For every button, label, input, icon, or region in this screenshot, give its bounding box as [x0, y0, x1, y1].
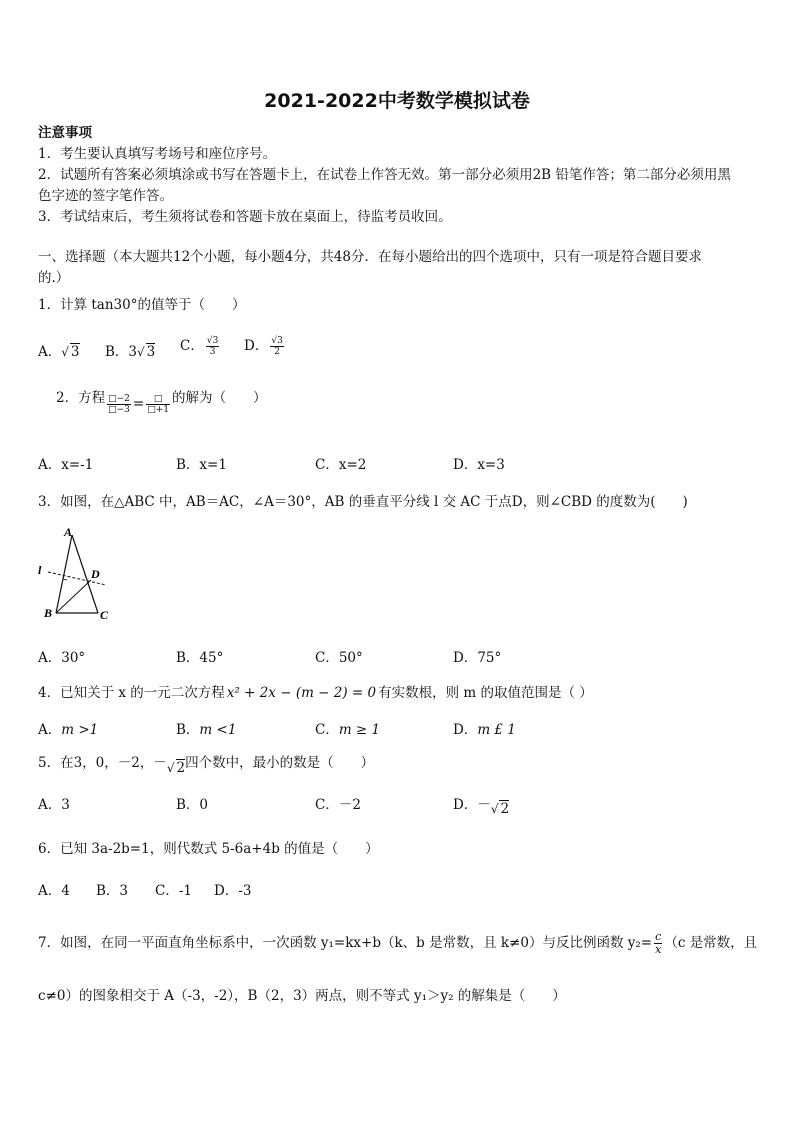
q2-option-c: C．x=2 — [315, 457, 367, 473]
q1-option-c-den: 3 — [209, 347, 216, 357]
q7-frac-den: x — [655, 943, 662, 956]
q3-option-c: C．50° — [315, 650, 363, 666]
q1-option-c-label: C． — [180, 338, 204, 354]
q3-option-b: B．45° — [176, 650, 224, 666]
q3-option-a: A．30° — [38, 650, 86, 666]
q5-suffix: 四个数中，最小的数是（ ） — [185, 755, 375, 771]
label-c: C — [100, 608, 109, 622]
question-5-stem: 5．在3，0，－2，－√ 2四个数中，最小的数是（ ） — [38, 755, 375, 776]
q2-right-den: □+1 — [147, 405, 169, 415]
q6-option-d: D．-3 — [214, 883, 252, 899]
q2-prefix: 2．方程 — [56, 390, 106, 406]
question-3-stem: 3．如图，在△ABC 中，AB＝AC，∠A＝30°，AB 的垂直平分线 l 交 AC 于点D，则∠CBD 的度数为( ) — [38, 494, 688, 510]
q2-left-den: □−3 — [108, 405, 130, 415]
q1-option-a: A．√ 3 — [38, 344, 80, 360]
notice-item-2-cont: 色字迹的签字笔作答。 — [38, 188, 173, 204]
q1-option-b-radicand: 3 — [146, 344, 156, 360]
q5-option-c: C．－2 — [315, 797, 361, 813]
q4-option-b-label: B． — [176, 722, 200, 738]
q4-equation: x² + 2x − (m − 2) = 0 — [226, 685, 377, 701]
q2-right-num: □ — [146, 394, 170, 405]
q1-option-c — [180, 334, 221, 357]
q1-option-d-num: √3 — [271, 336, 283, 346]
q2-equals: = — [132, 396, 145, 412]
q5-radicand: 2 — [176, 760, 186, 776]
question-7-stem-cont: c≠0）的图象相交于 A（-3，-2），B（2，3）两点，则不等式 y₁＞y₂ 的解集是（ ） — [38, 988, 566, 1004]
q1-option-b: B．3√ 3 — [105, 344, 156, 360]
section-heading-cont: 的.） — [38, 270, 70, 286]
label-l: l — [38, 563, 42, 577]
q1-option-b-label: B．3 — [105, 344, 138, 360]
notice-item-1: 1．考生要认真填写考场号和座位序号。 — [38, 146, 277, 162]
q4-option-c-label: C． — [315, 722, 339, 738]
q1-option-c-num: √3 — [206, 336, 219, 346]
question-4-stem — [38, 681, 593, 701]
q1-option-d-den: 2 — [274, 347, 280, 357]
question-7-stem — [38, 931, 757, 956]
q4-suffix: 有实数根，则 m 的取值范围是（ ） — [378, 685, 593, 701]
q2-option-a: A．x=-1 — [38, 457, 94, 473]
q7-frac-num: c — [655, 930, 662, 943]
q4-prefix: 4．已知关于 x 的一元二次方程 — [38, 685, 225, 701]
q4-option-c — [315, 718, 380, 738]
page-title: 2021-2022中考数学模拟试卷 — [264, 90, 530, 112]
label-d: D — [91, 567, 100, 581]
q6-option-a: A．4 — [38, 883, 70, 899]
question-6-stem: 6．已知 3a-2b=1，则代数式 5-6a+4b 的值是（ ） — [38, 841, 379, 857]
q5-option-d-label: D．－ — [453, 797, 491, 813]
q5-option-a: A．3 — [38, 797, 70, 813]
question-1-stem: 1．计算 tan30°的值等于（ ） — [38, 297, 246, 313]
q7-line1-part1: 7．如图，在同一平面直角坐标系中，一次函数 y₁=kx+b（k、b 是常数，且 k≠0）与反比例函数 y₂= — [38, 935, 653, 951]
label-b: B — [44, 606, 53, 620]
label-a: A — [64, 525, 73, 539]
q4-option-a-label: A． — [38, 722, 62, 738]
q4-option-d-label: D． — [453, 722, 478, 738]
q1-option-d — [244, 334, 286, 357]
q2-suffix: 的解为（ ） — [171, 390, 267, 406]
q5-option-d-radicand: 2 — [500, 801, 510, 817]
q5-option-b: B．0 — [176, 797, 209, 813]
notice-heading: 注意事项 — [38, 125, 92, 141]
q5-option-d: D．－√ 2 — [453, 797, 510, 817]
q4-option-a-expr: m >1 — [61, 722, 99, 738]
q4-option-d-expr: m £ 1 — [477, 722, 516, 738]
q1-option-d-label: D． — [244, 338, 269, 354]
q5-prefix: 5．在3，0，－2，－ — [38, 755, 167, 771]
triangle-figure — [36, 525, 116, 625]
q4-option-b — [176, 718, 236, 738]
q2-option-b: B．x=1 — [176, 457, 227, 473]
q1-option-a-radicand: 3 — [70, 344, 80, 360]
notice-item-3: 3．考试结束后，考生须将试卷和答题卡放在桌面上，待监考员收回。 — [38, 209, 452, 225]
q4-option-d — [453, 718, 516, 738]
q4-option-a — [38, 718, 98, 738]
q4-option-b-expr: m <1 — [199, 722, 237, 738]
section-heading: 一、选择题（本大题共12个小题，每小题4分，共48分．在每小题给出的四个选项中，只有一项是符合题目要求 — [38, 249, 702, 265]
q6-option-b: B．3 — [96, 883, 129, 899]
question-2-stem — [56, 386, 267, 415]
q4-option-c-expr: m ≥ 1 — [338, 722, 381, 738]
q6-option-c: C．-1 — [155, 883, 192, 899]
q7-line1-part2: （c 是常数，且 — [664, 935, 758, 951]
q2-left-num: □−2 — [108, 394, 130, 404]
q2-option-d: D．x=3 — [453, 457, 505, 473]
q3-option-d: D．75° — [453, 650, 502, 666]
notice-item-2: 2．试题所有答案必须填涂或书写在答题卡上，在试卷上作答无效。第一部分必须用2B 铅笔作答；第二部分必须用黑 — [38, 167, 731, 183]
triangle-diagram — [36, 525, 116, 625]
q1-option-a-label: A． — [38, 344, 62, 360]
